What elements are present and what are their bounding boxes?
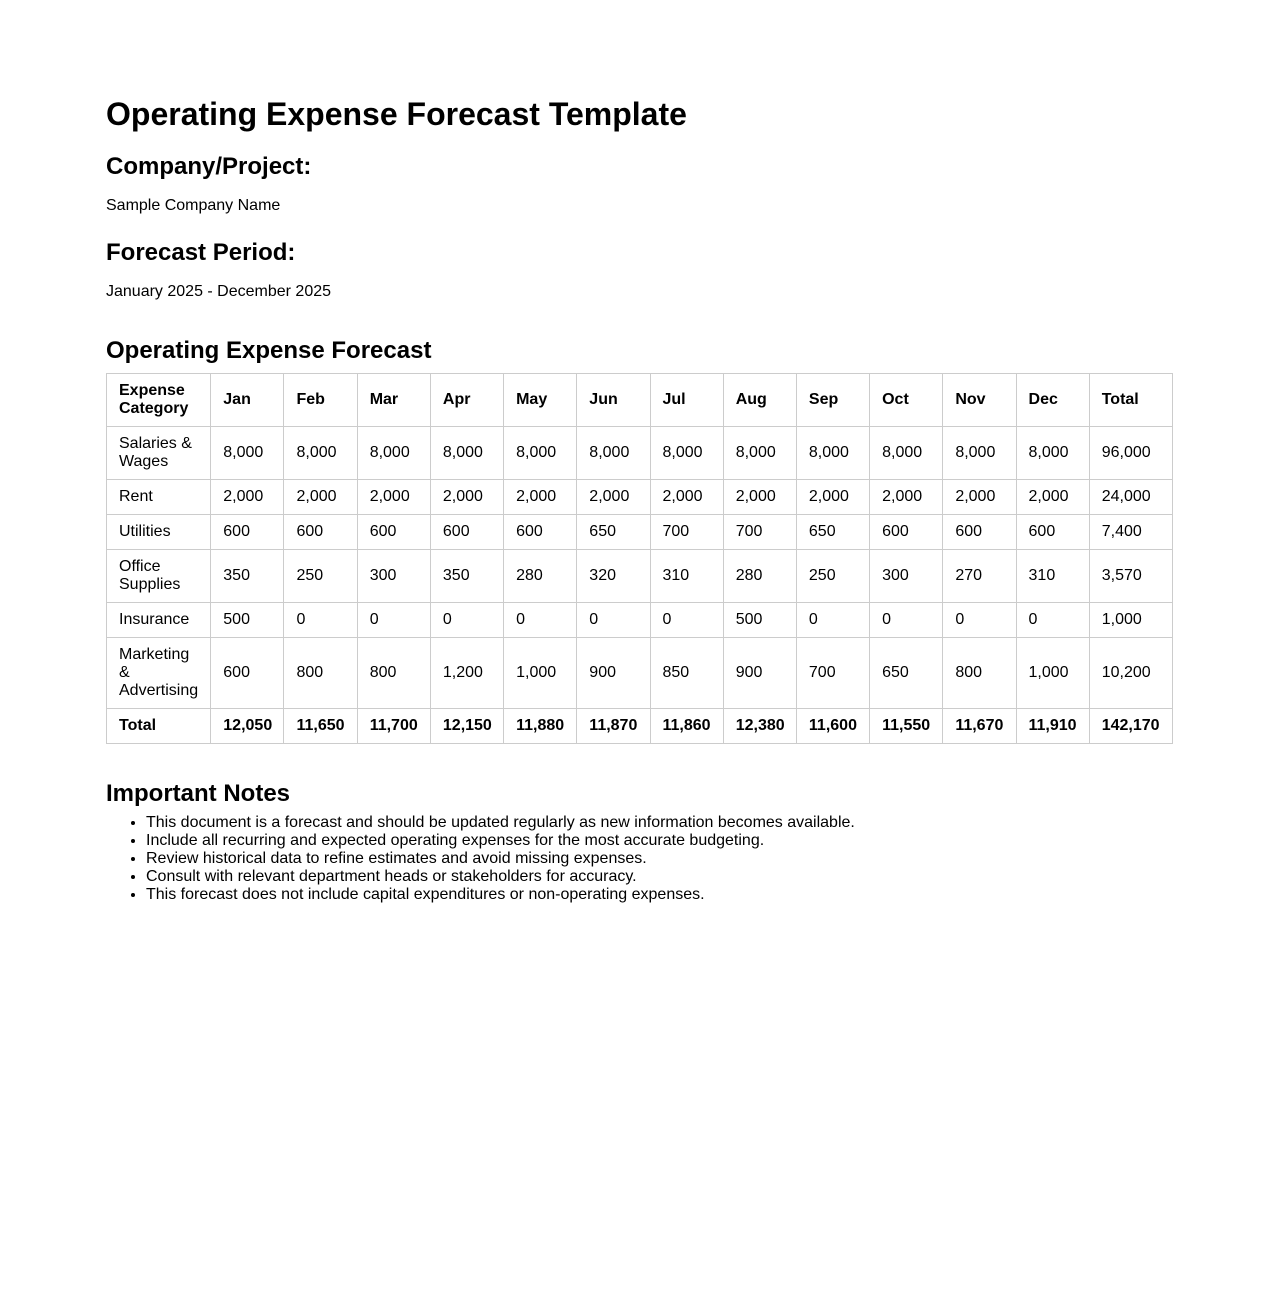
column-header: Jul: [650, 374, 723, 427]
table-cell: 900: [723, 638, 796, 709]
table-cell: 600: [357, 515, 430, 550]
table-cell: 2,000: [504, 480, 577, 515]
table-cell: 0: [650, 603, 723, 638]
total-row: [107, 709, 1173, 744]
table-cell: 8,000: [796, 427, 869, 480]
column-header: Jun: [577, 374, 650, 427]
column-header: Jan: [211, 374, 284, 427]
table-cell: 8,000: [577, 427, 650, 480]
table-cell: 250: [284, 550, 357, 603]
table-cell: 600: [1016, 515, 1089, 550]
table-cell: 600: [211, 515, 284, 550]
table-cell: 600: [943, 515, 1016, 550]
column-header: Oct: [870, 374, 943, 427]
table-cell: 2,000: [577, 480, 650, 515]
table-cell: 3,570: [1089, 550, 1172, 603]
table-cell: 8,000: [870, 427, 943, 480]
table-cell: 1,000: [1016, 638, 1089, 709]
total-cell: 12,150: [430, 709, 503, 744]
table-row: [107, 427, 1173, 480]
table-cell: 280: [504, 550, 577, 603]
notes-heading: Important Notes: [106, 780, 291, 807]
table-cell: 96,000: [1089, 427, 1172, 480]
table-cell: 24,000: [1089, 480, 1172, 515]
column-header: Apr: [430, 374, 503, 427]
table-cell: 10,200: [1089, 638, 1172, 709]
table-cell: 8,000: [943, 427, 1016, 480]
column-header: Dec: [1016, 374, 1089, 427]
table-cell: 800: [943, 638, 1016, 709]
note-item: • Consult with relevant department heads or stakeholders for accuracy.: [146, 868, 1172, 886]
table-cell: 0: [357, 603, 430, 638]
table-header-row: [107, 374, 1173, 427]
total-cell: 11,880: [504, 709, 577, 744]
table-cell: 800: [357, 638, 430, 709]
total-cell: 12,050: [211, 709, 284, 744]
table-cell: 280: [723, 550, 796, 603]
table-row: [107, 550, 1173, 603]
table-cell: 300: [870, 550, 943, 603]
total-cell: 11,700: [357, 709, 430, 744]
table-cell: 600: [284, 515, 357, 550]
table-body: [107, 427, 1173, 744]
table-cell: 850: [650, 638, 723, 709]
forecast-table: [106, 373, 1173, 744]
column-header: May: [504, 374, 577, 427]
notes-list: [106, 814, 1172, 904]
table-cell: 350: [430, 550, 503, 603]
table-cell: 8,000: [211, 427, 284, 480]
table-cell: 310: [1016, 550, 1089, 603]
note-item: • Include all recurring and expected operating expenses for the most accurate budgeting.: [146, 832, 1172, 850]
table-cell: 0: [870, 603, 943, 638]
table-cell: 7,400: [1089, 515, 1172, 550]
column-header: Expense Category: [107, 374, 211, 427]
expense-category-cell: Salaries & Wages: [107, 427, 211, 480]
note-item: • Review historical data to refine estimates and avoid missing expenses.: [146, 850, 1172, 868]
table-cell: 650: [577, 515, 650, 550]
expense-category-cell: Marketing & Advertising: [107, 638, 211, 709]
table-cell: 900: [577, 638, 650, 709]
table-cell: 600: [504, 515, 577, 550]
table-cell: 0: [504, 603, 577, 638]
table-cell: 8,000: [430, 427, 503, 480]
table-cell: 2,000: [211, 480, 284, 515]
total-cell: 11,860: [650, 709, 723, 744]
column-header: Nov: [943, 374, 1016, 427]
total-cell: 11,910: [1016, 709, 1089, 744]
table-cell: 8,000: [284, 427, 357, 480]
forecast-period: January 2025 - December 2025: [106, 283, 332, 300]
table-cell: 2,000: [723, 480, 796, 515]
expense-category-cell: Insurance: [107, 603, 211, 638]
table-cell: 650: [870, 638, 943, 709]
table-cell: 0: [430, 603, 503, 638]
table-cell: 700: [723, 515, 796, 550]
forecast-table-title: Operating Expense Forecast: [106, 337, 432, 364]
total-cell: 142,170: [1089, 709, 1172, 744]
page-title: Operating Expense Forecast Template: [106, 96, 687, 132]
total-cell: 11,650: [284, 709, 357, 744]
table-cell: 350: [211, 550, 284, 603]
table-row: [107, 603, 1173, 638]
table-cell: 700: [650, 515, 723, 550]
table-cell: 0: [577, 603, 650, 638]
table-cell: 500: [723, 603, 796, 638]
table-row: [107, 480, 1173, 515]
table-cell: 270: [943, 550, 1016, 603]
table-cell: 2,000: [1016, 480, 1089, 515]
column-header: Mar: [357, 374, 430, 427]
table-cell: 1,000: [1089, 603, 1172, 638]
expense-category-cell: Office Supplies: [107, 550, 211, 603]
table-cell: 300: [357, 550, 430, 603]
table-cell: 0: [1016, 603, 1089, 638]
table-cell: 600: [430, 515, 503, 550]
table-cell: 650: [796, 515, 869, 550]
total-cell: 11,670: [943, 709, 1016, 744]
table-cell: 0: [284, 603, 357, 638]
table-cell: 310: [650, 550, 723, 603]
note-item: • This document is a forecast and should be updated regularly as new information becomes available.: [146, 814, 1172, 832]
table-row: [107, 515, 1173, 550]
note-item: • This forecast does not include capital expenditures or non-operating expenses.: [146, 886, 1172, 904]
table-cell: 500: [211, 603, 284, 638]
table-cell: 600: [870, 515, 943, 550]
table-cell: 2,000: [284, 480, 357, 515]
table-row: [107, 638, 1173, 709]
table-cell: 1,000: [504, 638, 577, 709]
table-cell: 0: [943, 603, 1016, 638]
table-cell: 320: [577, 550, 650, 603]
table-cell: 2,000: [796, 480, 869, 515]
total-cell: 11,870: [577, 709, 650, 744]
column-header: Sep: [796, 374, 869, 427]
total-cell: 11,600: [796, 709, 869, 744]
expense-category-cell: Utilities: [107, 515, 211, 550]
table-cell: 700: [796, 638, 869, 709]
table-cell: 2,000: [430, 480, 503, 515]
column-header: Total: [1089, 374, 1172, 427]
table-cell: 8,000: [650, 427, 723, 480]
table-cell: 600: [211, 638, 284, 709]
total-cell: 12,380: [723, 709, 796, 744]
table-cell: 2,000: [870, 480, 943, 515]
table-cell: 8,000: [1016, 427, 1089, 480]
table-cell: 2,000: [650, 480, 723, 515]
table-cell: 1,200: [430, 638, 503, 709]
column-header: Aug: [723, 374, 796, 427]
table-cell: 250: [796, 550, 869, 603]
table-cell: 8,000: [723, 427, 796, 480]
column-header: Feb: [284, 374, 357, 427]
total-label-cell: Total: [107, 709, 211, 744]
table-cell: 8,000: [357, 427, 430, 480]
table-cell: 8,000: [504, 427, 577, 480]
period-heading: Forecast Period:: [106, 239, 296, 266]
total-cell: 11,550: [870, 709, 943, 744]
expense-category-cell: Rent: [107, 480, 211, 515]
company-heading: Company/Project:: [106, 153, 312, 180]
table-cell: 2,000: [943, 480, 1016, 515]
company-name: Sample Company Name: [106, 197, 281, 214]
table-cell: 800: [284, 638, 357, 709]
table-cell: 2,000: [357, 480, 430, 515]
table-cell: 0: [796, 603, 869, 638]
